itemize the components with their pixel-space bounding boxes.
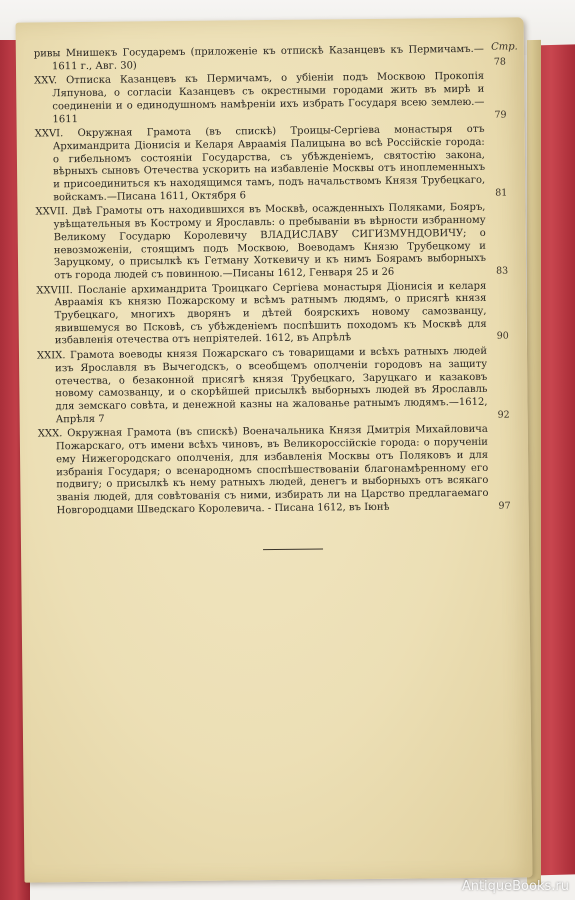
book-page	[16, 17, 533, 882]
entry-number: XXVII.	[35, 206, 69, 218]
entry-text: Окружная Грамота (въ спискѣ) Троицы-Сергіева монастыря отъ Архимандрита Діонисія и Келаря Авраамія Палицына во всѣ Россійскіе города: о гибельномъ состояніи Государства, съ убѣжденіемъ, святостію закона, вѣрныхъ сыновъ Отечества ускорить на избавленіе Москвы отъ иноплеменныхъ и присоединиться къ находящимся тамъ, подъ начальствомъ Князя Трубецкаго, войскамъ.—Писана 1611, Октября 6	[52, 123, 486, 204]
entry-page-number: 92	[497, 409, 510, 421]
entry-page-number: 83	[495, 265, 509, 277]
entry-number: XXIX.	[36, 350, 66, 362]
entry-text: Посланіе архимандрита Троицкаго Сергіева монастыря Діонисія и келаря Авраамія къ князю Пожарскому и всѣмъ ратнымъ людямъ, о присягѣ князя Трубецкаго, многихъ дворянъ и дѣтей боярскихъ новому самозванцу, явившемуся во Псковѣ, съ убѣжденіемъ поспѣшить походомъ къ Москвѣ для избавленія отечества отъ непріятелей. 1612, въ Апрѣлѣ	[54, 280, 487, 347]
toc-entry	[38, 424, 509, 518]
entry-text: Окружная Грамота (въ спискѣ) Военачальника Князя Дмитрія Михайловича Пожарскаго, отъ имени всѣхъ чиновъ, въ Великороссійскіе города: о порученіи ему Нижегородскаго ополченія, для избавленія Москвы отъ Поляковъ и для избранія Государя; о всенародномъ споспѣшествованіи благонамѣренному его подвигу; о присылкѣ къ нему ратныхъ людей, денегъ и выборныхъ отъ всякаго званія людей, для совѣтованія съ ними, избирать ли на Царство предлагаемаго Новгородцами Шведскаго Королевича. - Писана 1612, въ Іюнѣ	[55, 424, 489, 516]
entry-page-number: 90	[496, 331, 509, 343]
toc-entry	[37, 346, 508, 427]
entry-page-number: 79	[494, 109, 507, 121]
toc-entry	[36, 280, 507, 348]
toc-entry	[35, 202, 509, 283]
site-watermark: AntiqueBooks.ru	[461, 879, 569, 894]
table-of-contents	[34, 44, 509, 520]
entry-text: Двѣ Грамоты отъ находившихся въ Москвѣ, осажденныхъ Поляками, Бояръ, увѣщательныя въ Кострому и Ярославль: о пребываніи въ вѣрности избранному Великому Государю Королевичу ВЛАДИСЛАВУ СИГИЗМУНДОВИЧУ; о невозможеніи, стоящимъ подъ Москвою, Воеводамъ Князю Трубецкому и Заруцкому, о присылкѣ къ Гетману Хоткевичу и къ нимъ Боярамъ выборныхъ отъ города людей съ повинною.—Писаны 1612, Генваря 25 и 26	[53, 202, 487, 282]
entry-text: Грамота воеводы князя Пожарскаго съ товарищами и всѣхъ ратныхъ людей изъ Ярославля въ Вычегодскъ, о всеобщемъ ополченіи городовъ на защиту отечества, о безаконной присягѣ князя Трубецкаго, Заруцкаго и казаковъ новому самозванцу, и о скорѣйшей присылкѣ выборныхъ людей въ Ярославль для земскаго совѣта, и денежной казны на жалованье ратнымъ людямъ.—1612, Апрѣля 7	[55, 345, 488, 425]
section-divider	[263, 548, 323, 550]
entry-text: Отписка Казанцевъ къ Пермичамъ, о убіеніи подъ Москвою Прокопія Ляпунова, о согласіи Казанцевъ съ окрестными городами жить въ мирѣ и соединеніи и о единодушномъ намѣреніи ихъ избрать Государя всею землею.—1611	[52, 71, 485, 125]
entry-page-number: 78	[493, 56, 507, 68]
toc-entry	[33, 43, 507, 74]
entry-page-number: 81	[495, 187, 508, 199]
entry-number: XXV.	[34, 75, 58, 87]
toc-entry	[34, 71, 505, 127]
entry-number: XXVI.	[34, 128, 64, 140]
toc-entry	[35, 124, 506, 205]
entry-number: XXX.	[37, 428, 63, 440]
column-header-page: Стр.	[491, 41, 518, 53]
entry-page-number: 97	[498, 500, 511, 512]
entry-text: ривы Мнишекъ Государемъ (приложеніе къ отпискѣ Казанцевъ къ Пермичамъ.—1611 г., Авг. 30)	[33, 43, 484, 73]
entry-number: XXVIII.	[36, 284, 73, 297]
